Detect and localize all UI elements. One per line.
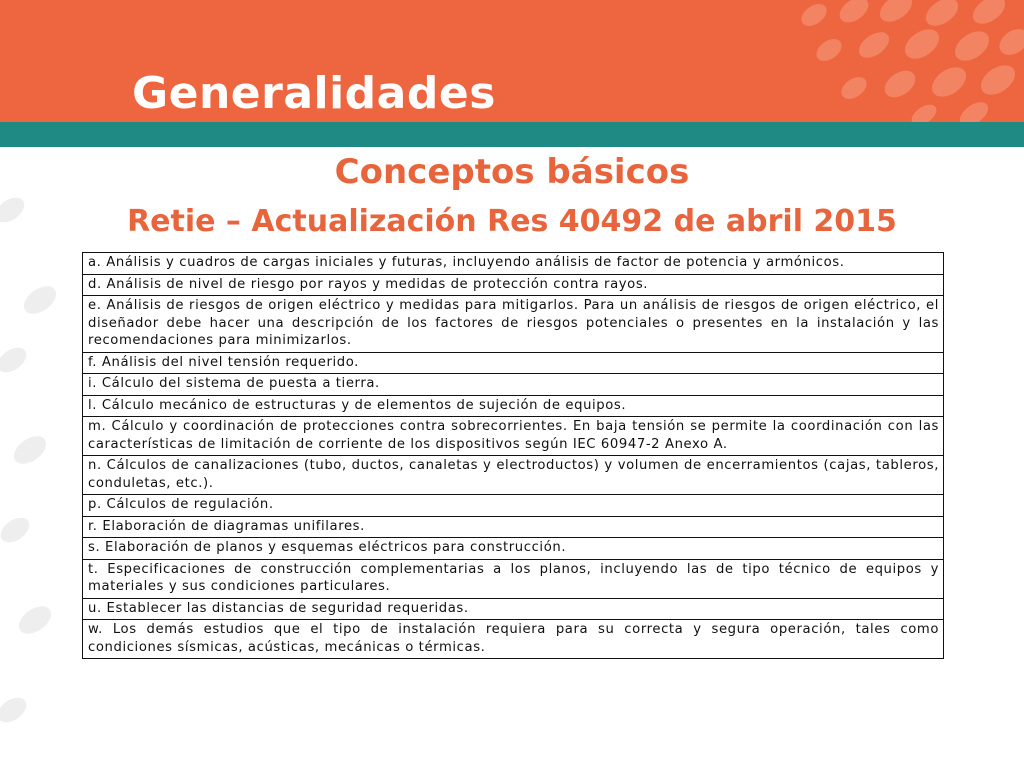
- table-row: n. Cálculos de canalizaciones (tubo, ductos, canaletas y electroductos) y volumen de encerramientos (cajas, tableros, conduletas, etc.).: [83, 455, 943, 494]
- slide-subtitle: Conceptos básicos: [334, 152, 690, 192]
- table-row: m. Cálculo y coordinación de protecciones contra sobrecorrientes. En baja tensión se permite la coordinación con las características de limitación de corriente de los dispositivos según IEC 60947-2 Anexo A.: [83, 416, 943, 455]
- table-row: s. Elaboración de planos y esquemas eléctricos para construcción.: [83, 537, 943, 559]
- table-row: l. Cálculo mecánico de estructuras y de elementos de sujeción de equipos.: [83, 395, 943, 417]
- table-row: p. Cálculos de regulación.: [83, 494, 943, 516]
- table-row: f. Análisis del nivel tensión requerido.: [83, 352, 943, 374]
- side-decorative-dots: [0, 150, 80, 768]
- table-row: t. Especificaciones de construcción complementarias a los planos, incluyendo las de tipo técnico de equipos y materiales y sus condiciones particulares.: [83, 559, 943, 598]
- requirements-table: [82, 252, 944, 659]
- table-row: d. Análisis de nivel de riesgo por rayos y medidas de protección contra rayos.: [83, 274, 943, 296]
- table-row: i. Cálculo del sistema de puesta a tierra.: [83, 373, 943, 395]
- decorative-dots: [784, 0, 1024, 122]
- teal-band: [0, 122, 1024, 147]
- table-row: e. Análisis de riesgos de origen eléctrico y medidas para mitigarlos. Para un análisis de riesgos de origen eléctrico, el diseñador debe hacer una descripción de los factores de riesgos potenciales o presentes en la instalación y las recomendaciones para minimizarlos.: [83, 295, 943, 352]
- table-row: w. Los demás estudios que el tipo de instalación requiera para su correcta y segura operación, tales como condiciones sísmicas, acústicas, mecánicas o térmicas.: [83, 619, 943, 659]
- slide-subtitle-resolution: Retie – Actualización Res 40492 de abril 2015: [127, 204, 897, 239]
- table-row: a. Análisis y cuadros de cargas iniciales y futuras, incluyendo análisis de factor de potencia y armónicos.: [83, 252, 943, 274]
- table-row: u. Establecer las distancias de seguridad requeridas.: [83, 598, 943, 620]
- slide-title: Generalidades: [132, 68, 496, 119]
- table-row: r. Elaboración de diagramas unifilares.: [83, 516, 943, 538]
- header-band: [0, 0, 1024, 122]
